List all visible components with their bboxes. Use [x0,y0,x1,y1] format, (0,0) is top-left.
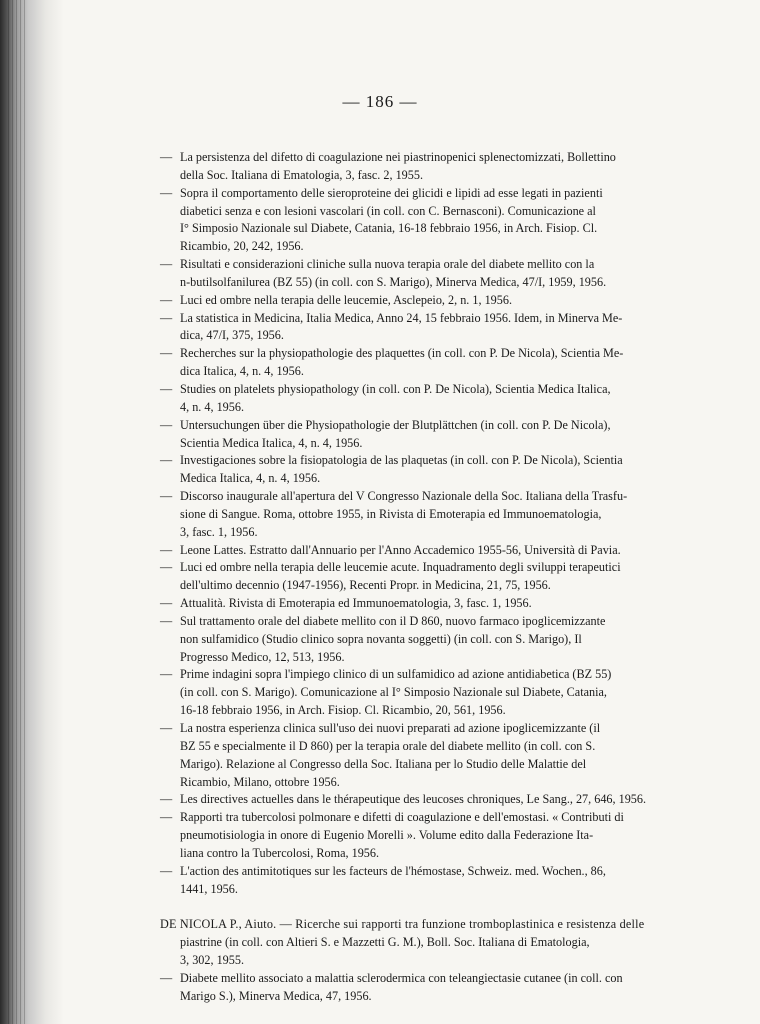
entry-line: sione di Sangue. Roma, ottobre 1955, in Rivista di Emoterapia ed Immunoematologia, [180,506,602,521]
entry-line: Risultati e considerazioni cliniche sulla nuova terapia orale del diabete mellito con la [180,257,595,272]
page-number: — 186 — [342,92,418,111]
entry-line: dica Italica, 4, n. 4, 1956. [180,364,304,379]
entry-line: diabetici senza e con lesioni vascolari (in coll. con C. Bernasconi). Comunicazione al [180,203,596,218]
publication-entry [160,595,720,613]
entry-line: dell'ultimo decennio (1947-1956), Recenti Propr. in Medicina, 21, 75, 1956. [180,578,551,593]
entry-line: Medica Italica, 4, n. 4, 1956. [180,471,321,486]
publication-entry [160,791,720,809]
publication-entry [160,809,720,863]
publication-entry [160,149,720,185]
entry-dash: — [160,863,173,878]
entry-line: 3, fasc. 1, 1956. [180,524,258,539]
entry-line: Scientia Medica Italica, 4, n. 4, 1956. [180,435,363,450]
binding-shadow [8,0,28,1024]
entry-dash: — [160,150,173,164]
entry-line: La statistica in Medicina, Italia Medica, Anno 24, 15 febbraio 1956. Idem, in Minerva Me- [180,310,623,325]
entry-dash: — [160,310,173,325]
entry-dash: — [160,721,173,735]
entry-line: non sulfamidico (Studio clinico sopra novanta soggetti) (in coll. con S. Marigo), Il [180,631,582,646]
entry-dash: — [160,453,173,468]
publication-entry [160,559,720,595]
entry-dash: — [160,489,173,504]
entry-line: Les directives actuelles dans le thérapeutique des leucoses chroniques, Le Sang., 27, 646, 1956. [180,792,647,807]
entry-line: 16-18 febbraio 1956, in Arch. Fisiop. Cl. Ricambio, 20, 561, 1956. [180,703,506,718]
publication-entry [160,863,720,899]
publication-entry [160,185,720,256]
entry-line: liana contro la Tubercolosi, Roma, 1956. [180,845,380,860]
bibliography-text [160,149,720,1006]
entry-line: L'action des antimitotiques sur les facteurs de l'hémostase, Schweiz. med. Wochen., 86, [180,863,606,878]
author-continuation [160,934,720,970]
publication-entry [160,613,720,667]
publication-entry [160,256,720,292]
entry-line: La nostra esperienza clinica sull'uso dei nuovi preparati ad azione ipoglicemizzante (il [180,721,601,735]
entry-dash: — [160,257,173,272]
entry-line: Discorso inaugurale all'apertura del V Congresso Nazionale della Soc. Italiana della Trasfu- [180,489,628,504]
publication-entry [160,666,720,720]
publication-entry [160,310,720,346]
entry-line: dica, 47/I, 375, 1956. [180,328,284,343]
entry-line: I° Simposio Nazionale sul Diabete, Catania, 16-18 febbraio 1956, in Arch. Fisiop. Cl. [180,221,598,236]
entry-line: Ricambio, 20, 242, 1956. [180,239,304,254]
publication-entry [160,292,720,310]
entry-line: Sul trattamento orale del diabete mellito con il D 860, nuovo farmaco ipoglicemizzante [180,613,606,628]
entry-line: Investigaciones sobre la fisiopatologia de las plaquetas (in coll. con P. De Nicola), Scientia [180,453,623,468]
entry-dash: — [160,346,173,361]
author-publication-list [160,970,720,1006]
entry-dash: — [160,810,173,825]
entry-line: La persistenza del difetto di coagulazione nei piastrinopenici splenectomizzati, Bollettino [180,150,616,164]
entry-dash: — [160,970,173,985]
publication-entry [160,720,720,791]
entry-dash: — [160,417,173,432]
publication-list [160,149,720,898]
section-gap [160,898,720,916]
entry-line: Leone Lattes. Estratto dall'Annuario per l'Anno Accademico 1955-56, Università di Pavia. [180,542,621,557]
entry-dash: — [160,185,173,200]
entry-dash: — [160,542,173,557]
entry-dash: — [160,560,173,575]
entry-line: Ricambio, Milano, ottobre 1956. [180,774,340,789]
entry-dash: — [160,792,173,807]
entry-line: BZ 55 e specialmente il D 860) per la terapia orale del diabete mellito (in coll. con S. [180,738,596,753]
entry-line: Diabete mellito associato a malattia sclerodermica con teleangiectasie cutanee (in coll. con [180,970,623,985]
entry-line: Rapporti tra tubercolosi polmonare e difetti di coagulazione e dell'emostasi. « Contributi di [180,810,624,825]
entry-line: 4, n. 4, 1956. [180,399,244,414]
publication-entry [160,542,720,560]
entry-dash: — [160,667,173,682]
author-continuation-line: piastrine (in coll. con Altieri S. e Mazzetti G. M.), Boll. Soc. Italiana di Ematologia, [180,935,590,950]
publication-entry [160,417,720,453]
entry-dash: — [160,381,173,396]
entry-line: Luci ed ombre nella terapia delle leucemie acute. Inquadramento degli sviluppi terapeutici [180,560,621,575]
entry-dash: — [160,613,173,628]
entry-line: (in coll. con S. Marigo). Comunicazione al I° Simposio Nazionale sul Diabete, Catania, [180,685,607,700]
entry-line: Untersuchungen über die Physiopathologie der Blutplättchen (in coll. con P. De Nicola), [180,417,611,432]
author-continuation-line: 3, 302, 1955. [180,953,244,968]
author-heading-line: DE NICOLA P., Aiuto. — Ricerche sui rapporti tra funzione tromboplastinica e resistenza delle [160,917,645,932]
entry-line: Prime indagini sopra l'impiego clinico di un sulfamidico ad azione antidiabetica (BZ 55) [180,667,612,682]
entry-line: della Soc. Italiana di Ematologia, 3, fasc. 2, 1955. [180,167,424,182]
entry-dash: — [160,596,173,611]
entry-line: Sopra il comportamento delle sieroproteine dei glicidi e lipidi ad esse legati in pazienti [180,185,603,200]
publication-entry [160,488,720,542]
author-section [160,916,720,1005]
publication-entry [160,452,720,488]
entry-line: Attualità. Rivista di Emoterapia ed Immunoematologia, 3, fasc. 1, 1956. [180,596,532,611]
entry-line: Progresso Medico, 12, 513, 1956. [180,649,345,664]
publication-entry [160,345,720,381]
entry-line: Marigo S.), Minerva Medica, 47, 1956. [180,988,372,1003]
entry-line: Recherches sur la physiopathologie des plaquettes (in coll. con P. De Nicola), Scientia Me- [180,346,624,361]
entry-line: Luci ed ombre nella terapia delle leucemie, Asclepeio, 2, n. 1, 1956. [180,292,512,307]
entry-line: n-butilsolfanilurea (BZ 55) (in coll. con S. Marigo), Minerva Medica, 47/I, 1959, 1956. [180,274,607,289]
entry-line: Studies on platelets physiopathology (in coll. con P. De Nicola), Scientia Medica Italica, [180,381,611,396]
entry-dash: — [160,292,173,307]
entry-line: pneumotisiologia in onore di Eugenio Morelli ». Volume edito dalla Federazione Ita- [180,828,594,843]
publication-entry [160,381,720,417]
publication-entry [160,970,720,1006]
entry-line: Marigo). Relazione al Congresso della Soc. Italiana per lo Studio delle Malattie del [180,756,587,771]
entry-line: 1441, 1956. [180,881,238,896]
